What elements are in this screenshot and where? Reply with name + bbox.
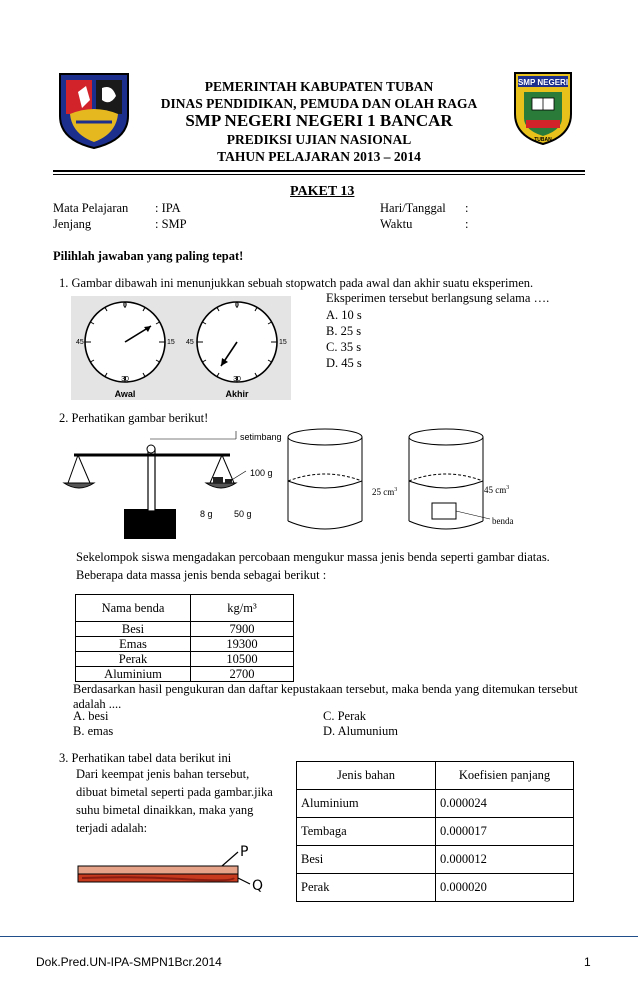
table-cell: 0.000024: [436, 790, 574, 818]
table-cell: 10500: [191, 652, 294, 667]
table-cell: Emas: [76, 637, 191, 652]
table-cell: Besi: [76, 622, 191, 637]
table-cell: Aluminium: [76, 667, 191, 682]
table-row: [76, 622, 294, 637]
jenjang-value: : SMP: [155, 217, 187, 231]
table-cell: Perak: [76, 652, 191, 667]
table-header-row: [76, 595, 294, 622]
hari-value: :: [465, 201, 469, 215]
table-header-cell: Jenis bahan: [297, 762, 436, 790]
q2-para-1: Sekelompok siswa mengadakan percobaan mengukur massa jenis benda seperti gambar diatas.: [76, 550, 550, 564]
q3-text: 3. Perhatikan tabel data berikut ini: [59, 751, 232, 765]
q3-line-2: dibuat bimetal seperti pada gambar.jika: [76, 785, 273, 799]
table-header-cell: Nama benda: [76, 595, 191, 622]
table-cell: 0.000012: [436, 846, 574, 874]
table-header-cell: kg/m³: [191, 595, 294, 622]
q3-line-3: suhu bimetal dinaikkan, maka yang: [76, 803, 254, 817]
dial-start-bottom: 30: [121, 376, 129, 383]
jenjang-label: Jenjang: [53, 217, 92, 231]
school-logo-motto: TUBAN: [534, 137, 552, 143]
table-row: [76, 637, 294, 652]
dial-start-right: 15: [167, 339, 175, 346]
dial-end-right: 15: [279, 339, 287, 346]
bimetal-figure: [72, 838, 272, 898]
q2-after-1: Berdasarkan hasil pengukuran dan daftar kepustakaan tersebut, maka benda yang ditemukan tersebut: [73, 682, 578, 696]
header-line-5: TAHUN PELAJARAN 2013 – 2014: [217, 149, 421, 164]
label-p: P: [240, 844, 249, 860]
q1-text: 1. Gambar dibawah ini menunjukkan sebuah stopwatch pada awal dan akhir suatu eksperimen.: [59, 276, 534, 290]
q2-para-2: Beberapa data massa jenis benda sebagai berikut :: [76, 568, 327, 582]
label-8g: 8 g: [200, 509, 213, 519]
header-rule-thin: [53, 174, 585, 175]
stopwatch-start: [76, 302, 175, 399]
label-25: 25 $cm^3$: [372, 487, 398, 497]
q3-line-1: Dari keempat jenis bahan tersebut,: [76, 767, 250, 781]
header-line-4: PREDIKSI UJIAN NASIONAL: [226, 132, 412, 147]
school-logo-text: SMP NEGERI: [517, 78, 569, 87]
table-cell: Perak: [297, 874, 436, 902]
hari-label: Hari/Tanggal: [380, 201, 446, 215]
cylinder-45: [409, 429, 490, 529]
caption-start: Awal: [114, 389, 136, 399]
table-row: [76, 652, 294, 667]
label-45: 45 $cm^3$: [484, 485, 510, 495]
header-line-3: SMP NEGERI NEGERI 1 BANCAR: [185, 111, 453, 130]
stopwatch-figure: [71, 296, 291, 400]
header-line-1: PEMERINTAH KABUPATEN TUBAN: [204, 79, 434, 94]
waktu-label: Waktu: [380, 217, 413, 231]
mapel-value: : IPA: [155, 201, 181, 215]
page-number: 1: [584, 955, 591, 969]
label-50g: 50 g: [234, 509, 252, 519]
q2-option-a: A. besi: [73, 709, 109, 723]
caption-end: Akhir: [225, 389, 249, 399]
q1-option-a: A. 10 s: [326, 308, 362, 322]
table-row: [297, 874, 574, 902]
stopwatch-end: [186, 302, 287, 399]
balance-scale: [64, 431, 282, 539]
table-row: [297, 846, 574, 874]
label-benda: benda: [492, 516, 514, 526]
balance-figure: [60, 425, 540, 545]
table-cell: Besi: [297, 846, 436, 874]
header-line-2: DINAS PENDIDIKAN, PEMUDA DAN OLAH RAGA: [160, 96, 478, 111]
paket-title: PAKET 13: [290, 184, 355, 199]
q2-text: 2. Perhatikan gambar berikut!: [59, 411, 209, 425]
table-cell: 2700: [191, 667, 294, 682]
footer-rule: [0, 936, 638, 937]
dial-start-top: 0: [123, 302, 127, 309]
dial-end-left: 45: [186, 339, 194, 346]
dial-start-left: 45: [76, 339, 84, 346]
cylinder-25: [288, 429, 362, 529]
q2-option-b: B. emas: [73, 724, 114, 738]
table-row: [76, 667, 294, 682]
dial-end-bottom: 30: [233, 376, 241, 383]
table-cell: 19300: [191, 637, 294, 652]
table-cell: 0.000020: [436, 874, 574, 902]
table-cell: 7900: [191, 622, 294, 637]
instruction: Pilihlah jawaban yang paling tepat!: [53, 249, 244, 263]
label-q: Q: [252, 878, 264, 894]
waktu-value: :: [465, 217, 469, 231]
table-header-cell: Koefisien panjang: [436, 762, 574, 790]
header-rule-thick: [53, 170, 585, 172]
table-cell: Tembaga: [297, 818, 436, 846]
dial-end-top: 0: [235, 302, 239, 309]
table-header-row: [297, 762, 574, 790]
table-row: [297, 790, 574, 818]
label-100g: 100 g: [250, 468, 273, 478]
q2-option-c: C. Perak: [323, 709, 367, 723]
q2-after-2: adalah ....: [73, 697, 122, 711]
q1-option-c: C. 35 s: [326, 340, 362, 354]
q1-option-b: B. 25 s: [326, 324, 362, 338]
footer-doc-id: Dok.Pred.UN-IPA-SMPN1Bcr.2014: [36, 955, 222, 969]
density-table: [75, 594, 294, 682]
q3-line-4: terjadi adalah:: [76, 821, 148, 835]
q1-text-2: Eksperimen tersebut berlangsung selama ….: [326, 291, 550, 305]
mapel-label: Mata Pelajaran: [53, 201, 129, 215]
coefficient-table: [296, 761, 574, 902]
q1-option-d: D. 45 s: [326, 356, 362, 370]
table-row: [297, 818, 574, 846]
q2-option-d: D. Alumunium: [323, 724, 399, 738]
table-cell: 0.000017: [436, 818, 574, 846]
label-setimbang: setimbang: [240, 432, 282, 442]
table-cell: Aluminium: [297, 790, 436, 818]
